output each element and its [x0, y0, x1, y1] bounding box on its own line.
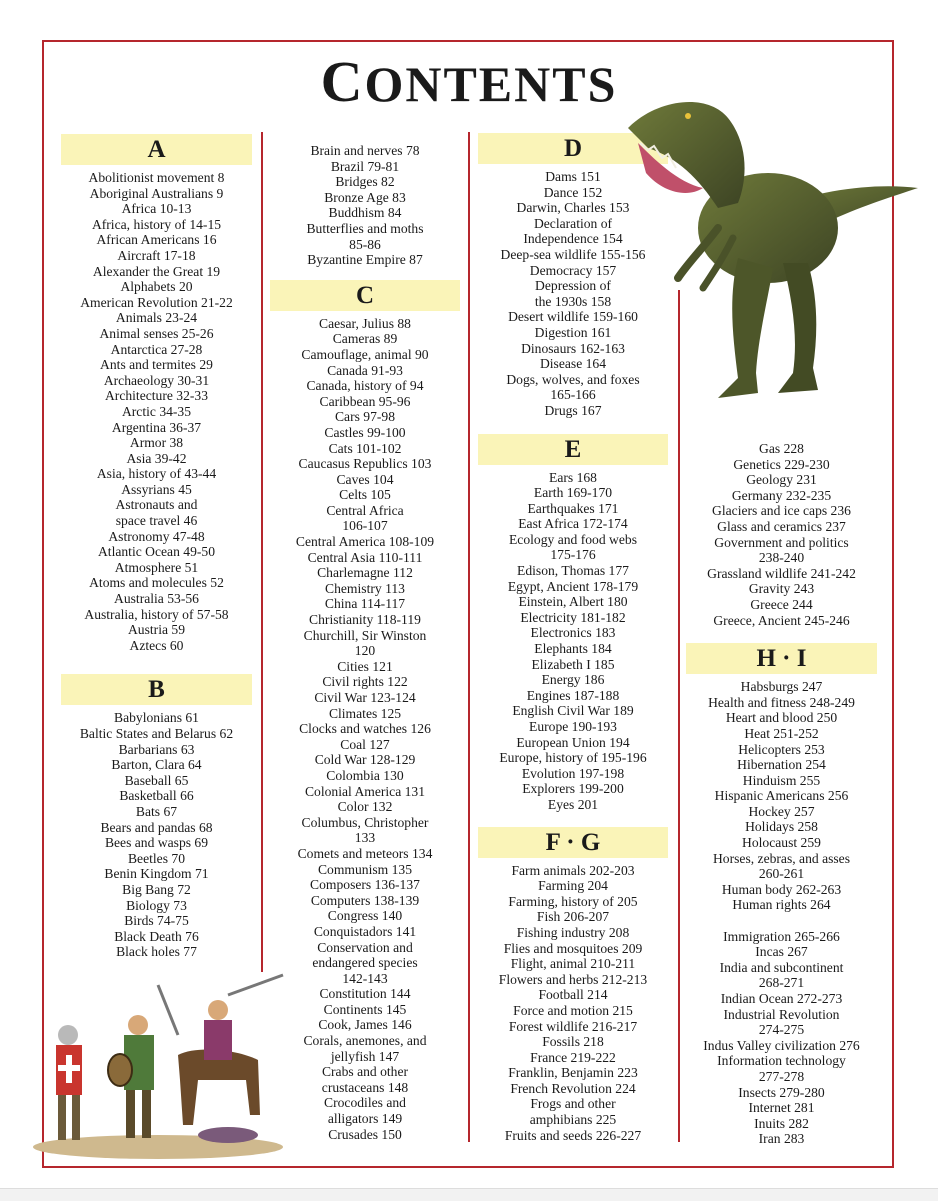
index-entry: Camouflage, animal 90	[301, 346, 429, 362]
index-entry: Bridges 82	[335, 174, 395, 190]
index-entry: jellyfish 147	[330, 1048, 400, 1064]
index-entry: Brain and nerves 78	[310, 143, 420, 158]
index-entry: 106-107	[342, 518, 388, 534]
index-entry: Conquistadors 141	[313, 923, 417, 939]
index-entry: Indus Valley civilization 276	[703, 1037, 860, 1053]
index-entry: Glass and ceramics 237	[717, 518, 846, 534]
index-entry: Hispanic Americans 256	[714, 788, 849, 804]
index-entry: Information technology	[717, 1053, 846, 1069]
index-entry: 165-166	[550, 387, 596, 403]
section-entries-a	[61, 170, 252, 653]
index-entry: Austria 59	[127, 622, 185, 638]
index-entry: Colombia 130	[326, 767, 404, 783]
index-entry: Aztecs 60	[129, 637, 184, 653]
index-entry: 260-261	[758, 866, 805, 882]
index-entry: Elizabeth I 185	[531, 656, 615, 672]
index-entry: Churchill, Sir Winston	[303, 627, 427, 643]
index-entry: Horses, zebras, and asses	[712, 850, 851, 866]
index-entry: Black Death 76	[114, 928, 199, 944]
index-entry: Gravity 243	[748, 581, 815, 597]
section-entries-fg	[478, 863, 668, 1144]
index-entry: 277-278	[758, 1068, 805, 1084]
index-entry: Ecology and food webs	[509, 531, 637, 547]
index-entry: European Union 194	[516, 734, 630, 750]
index-entry: Birds 74-75	[124, 913, 189, 929]
index-entry: Fish 206-207	[536, 909, 610, 925]
section-entries-b-continued	[270, 143, 460, 268]
index-entry: Edison, Thomas 177	[517, 563, 629, 579]
index-entry: Arctic 34-35	[121, 403, 192, 419]
index-entry: Byzantine Empire 87	[307, 252, 423, 268]
index-entry: Computers 138-139	[310, 892, 420, 908]
index-entry: Desert wildlife 159-160	[508, 309, 638, 325]
index-entry: 238-240	[758, 550, 805, 566]
index-entry: Canada 91-93	[327, 362, 403, 378]
index-entry: Immigration 265-266	[723, 928, 840, 944]
index-entry: Columbus, Christopher	[301, 814, 429, 830]
index-entry: Gas 228	[759, 441, 804, 456]
page-title: CONTENTS	[320, 49, 618, 114]
index-entry: Alexander the Great 19	[92, 263, 221, 279]
index-entry: Civil War 123-124	[314, 690, 416, 705]
index-entry: Cities 121	[337, 658, 393, 674]
index-entry: Astronauts and	[115, 497, 198, 513]
section-entries-g-continued	[686, 441, 877, 628]
index-entry: Eyes 201	[547, 796, 599, 812]
index-entry: Greece 244	[750, 596, 813, 612]
index-entry: Atlantic Ocean 49-50	[97, 544, 215, 560]
index-entry: Cars 97-98	[334, 409, 396, 425]
index-entry: Aboriginal Australians 9	[89, 185, 224, 201]
index-entry: Fruits and seeds 226-227	[504, 1127, 642, 1143]
index-entry: Geology 231	[746, 472, 817, 488]
index-entry: Bears and pandas 68	[100, 819, 213, 835]
index-entry: Antarctica 27-28	[110, 341, 203, 357]
index-entry: Fossils 218	[542, 1034, 604, 1050]
section-entries-b	[61, 710, 252, 960]
index-entry: Insects 279-280	[738, 1084, 825, 1100]
index-entry: Caribbean 95-96	[319, 393, 411, 409]
index-entry: Crabs and other	[321, 1064, 409, 1080]
index-entry: Digestion 161	[534, 324, 612, 340]
index-entry: Indian Ocean 272-273	[720, 991, 843, 1006]
index-entry: Castles 99-100	[324, 424, 406, 440]
index-entry: Iran 283	[758, 1131, 805, 1147]
index-entry: Chemistry 113	[325, 580, 405, 596]
index-entry: African Americans 16	[96, 232, 217, 248]
section-entries-hi	[686, 679, 877, 1147]
index-entry: Central America 108-109	[295, 534, 435, 550]
section-header-d: D	[478, 133, 668, 164]
index-entry: Farming 204	[538, 878, 608, 894]
index-entry: Composers 136-137	[310, 877, 420, 893]
section-header-e: E	[478, 434, 668, 465]
index-entry: Hockey 257	[748, 803, 815, 819]
index-entry: Asia, history of 43-44	[96, 466, 217, 482]
index-entry: Explorers 199-200	[522, 781, 624, 797]
section-entries-c	[270, 316, 460, 1142]
index-entry: Dogs, wolves, and foxes	[506, 371, 640, 387]
index-entry: Human body 262-263	[721, 881, 842, 897]
index-entry: Biology 73	[126, 897, 187, 913]
index-entry: Colonial America 131	[304, 783, 426, 799]
index-entry: Astronomy 47-48	[108, 528, 205, 544]
index-entry: Forest wildlife 216-217	[508, 1018, 638, 1034]
index-entry: alligators 149	[327, 1111, 403, 1127]
index-entry: Holocaust 259	[742, 835, 821, 851]
index-entry: Central Asia 110-111	[307, 549, 423, 565]
index-entry: Germany 232-235	[731, 487, 832, 503]
index-entry: Elephants 184	[534, 641, 612, 657]
index-entry: Asia 39-42	[126, 450, 187, 466]
index-entry: Electricity 181-182	[520, 609, 626, 625]
index-entry: Cameras 89	[332, 331, 398, 347]
index-entry: Egypt, Ancient 178-179	[507, 578, 639, 594]
crusaders-illustration	[28, 965, 288, 1160]
column-4	[686, 441, 877, 1147]
index-entry: Animals 23-24	[115, 310, 198, 326]
index-entry: Constitution 144	[319, 986, 411, 1002]
index-entry: Greece, Ancient 245-246	[713, 612, 850, 628]
index-entry: Grassland wildlife 241-242	[707, 565, 856, 581]
section-header-b: B	[61, 674, 252, 705]
index-entry: Human rights 264	[732, 897, 831, 913]
index-entry: 120	[354, 643, 376, 659]
index-entry: Babylonians 61	[114, 710, 199, 726]
index-entry: Declaration of	[533, 215, 613, 231]
index-entry: Habsburgs 247	[740, 679, 823, 695]
index-entry: Ants and termites 29	[100, 357, 213, 373]
index-entry: Holidays 258	[745, 819, 818, 835]
index-entry: 133	[354, 830, 376, 846]
index-entry: China 114-117	[324, 596, 406, 612]
index-entry: Coal 127	[340, 736, 390, 752]
index-entry: endangered species	[312, 955, 418, 971]
index-entry: Africa 10-13	[121, 201, 192, 217]
index-entry: Franklin, Benjamin 223	[508, 1065, 638, 1081]
section-header-hi: H · I	[686, 643, 877, 674]
index-entry: Congress 140	[327, 908, 403, 924]
index-entry: Genetics 229-230	[733, 456, 830, 472]
index-entry: Drugs 167	[544, 402, 602, 418]
index-entry: Earth 169-170	[533, 485, 613, 501]
index-entry: Frogs and other	[530, 1096, 616, 1112]
index-entry: Aircraft 17-18	[117, 247, 196, 263]
index-entry: 274-275	[758, 1022, 805, 1038]
section-entries-e	[478, 470, 668, 813]
column-2	[270, 143, 460, 1142]
index-entry: Hibernation 254	[737, 757, 826, 773]
column-divider-1	[261, 132, 263, 972]
index-entry: Electronics 183	[530, 625, 616, 641]
index-entry: Comets and meteors 134	[297, 845, 433, 861]
index-entry: Brazil 79-81	[330, 158, 400, 174]
index-entry: Archaeology 30-31	[103, 372, 210, 388]
index-entry: Benin Kingdom 71	[104, 866, 209, 882]
index-entry: Clocks and watches 126	[299, 721, 431, 737]
index-entry: Einstein, Albert 180	[518, 594, 628, 610]
index-entry: Evolution 197-198	[521, 765, 625, 781]
index-entry: Heart and blood 250	[725, 710, 838, 726]
index-entry: Ears 168	[549, 469, 597, 485]
index-entry: Inuits 282	[754, 1115, 809, 1131]
index-entry: Barbarians 63	[118, 741, 195, 757]
index-entry: Argentina 36-37	[111, 419, 202, 435]
index-entry: Corals, anemones, and	[303, 1033, 427, 1049]
index-entry: 85-86	[349, 236, 381, 252]
index-entry: Beetles 70	[127, 850, 185, 866]
index-entry: Conservation and	[317, 939, 413, 955]
index-entry: 142-143	[342, 970, 388, 986]
index-entry: Color 132	[337, 799, 393, 815]
index-entry: 268-271	[758, 975, 805, 991]
section-header-a: A	[61, 134, 252, 165]
index-entry: amphibians 225	[529, 1112, 617, 1128]
index-entry: Australia, history of 57-58	[84, 606, 229, 622]
index-entry: France 219-222	[530, 1049, 616, 1065]
index-entry: Energy 186	[541, 672, 605, 688]
index-entry: Communism 135	[317, 861, 413, 877]
index-entry: Helicopters 253	[738, 741, 825, 757]
tyrannosaurus-illustration	[618, 88, 923, 418]
index-entry: Heat 251-252	[744, 725, 819, 741]
index-entry: American Revolution 21-22	[80, 294, 233, 310]
index-entry: Crocodiles and	[324, 1095, 406, 1111]
index-entry: Charlemagne 112	[317, 565, 413, 581]
index-entry: Europe 190-193	[529, 719, 617, 734]
index-entry: 175-176	[550, 547, 596, 563]
index-entry: Butterflies and moths	[306, 220, 424, 236]
column-1	[61, 134, 252, 960]
index-entry: Bronze Age 83	[324, 189, 406, 205]
index-entry: Earthquakes 171	[527, 500, 619, 516]
index-entry: Climates 125	[328, 705, 402, 721]
page-bottom-strip	[0, 1188, 938, 1201]
section-header-c: C	[270, 280, 460, 311]
index-entry: Farm animals 202-203	[511, 862, 635, 878]
index-entry: Big Bang 72	[122, 881, 191, 897]
index-entry: India and subcontinent	[719, 959, 844, 975]
index-entry: Disease 164	[539, 356, 607, 372]
index-entry: Africa, history of 14-15	[91, 216, 222, 232]
index-entry: Central Africa	[326, 502, 404, 518]
index-entry: East Africa 172-174	[518, 516, 628, 532]
index-entry: Architecture 32-33	[104, 388, 209, 404]
index-entry	[686, 913, 877, 929]
index-entry: Animal senses 25-26	[99, 325, 214, 341]
index-entry: Football 214	[538, 987, 608, 1003]
index-entry: Baseball 65	[124, 772, 189, 788]
index-entry: Europe, history of 195-196	[499, 750, 647, 766]
index-entry: Abolitionist movement 8	[88, 170, 225, 185]
index-entry: Alphabets 20	[120, 279, 193, 295]
index-entry: Depression of	[535, 278, 611, 294]
index-entry: Cook, James 146	[318, 1017, 412, 1033]
index-entry: Flight, animal 210-211	[510, 956, 636, 972]
index-entry: Caesar, Julius 88	[319, 315, 411, 331]
index-entry: Australia 53-56	[114, 591, 199, 607]
index-entry: the 1930s 158	[534, 293, 612, 309]
section-header-fg: F · G	[478, 827, 668, 858]
index-entry: Buddhism 84	[328, 205, 402, 221]
index-entry: Barton, Clara 64	[111, 757, 202, 773]
index-entry: Fishing industry 208	[516, 924, 630, 940]
index-entry: Independence 154	[523, 231, 623, 247]
index-entry: Health and fitness 248-249	[708, 694, 855, 710]
index-entry: crustaceans 148	[321, 1079, 409, 1095]
index-entry: Flowers and herbs 212-213	[498, 971, 648, 987]
index-entry: Deep-sea wildlife 155-156	[500, 246, 646, 262]
index-entry: Bees and wasps 69	[104, 835, 209, 851]
column-divider-2	[468, 132, 470, 1142]
index-entry: Canada, history of 94	[306, 378, 424, 394]
index-entry: French Revolution 224	[510, 1080, 636, 1096]
index-entry: Incas 267	[755, 944, 808, 960]
index-entry: Black holes 77	[116, 944, 197, 960]
index-entry: Civil rights 122	[322, 674, 408, 690]
index-entry: Christianity 118-119	[309, 612, 421, 628]
index-entry: English Civil War 189	[512, 703, 634, 719]
index-entry: Farming, history of 205	[508, 893, 638, 909]
index-entry: Caves 104	[336, 471, 394, 487]
index-entry: Basketball 66	[119, 788, 194, 804]
index-entry: space travel 46	[115, 513, 198, 529]
index-entry: Flies and mosquitoes 209	[503, 940, 643, 956]
index-entry: Bats 67	[135, 803, 178, 819]
index-entry: Force and motion 215	[513, 1002, 633, 1018]
index-entry: Government and politics	[714, 534, 849, 550]
index-entry: Dams 151	[545, 169, 601, 184]
index-entry: Celts 105	[339, 487, 391, 503]
index-entry: Assyrians 45	[121, 481, 192, 497]
index-entry: Baltic States and Belarus 62	[79, 726, 234, 741]
index-entry: Caucasus Republics 103	[298, 456, 432, 472]
index-entry: Dinosaurs 162-163	[521, 340, 625, 356]
index-entry: Darwin, Charles 153	[516, 200, 630, 216]
index-entry: Glaciers and ice caps 236	[712, 503, 851, 519]
index-entry: Industrial Revolution	[723, 1006, 840, 1022]
index-entry: Atoms and molecules 52	[89, 575, 224, 591]
index-entry: Engines 187-188	[526, 687, 620, 703]
index-entry: Democracy 157	[529, 262, 617, 278]
index-entry: Cold War 128-129	[314, 752, 416, 768]
index-entry: Hinduism 255	[742, 772, 821, 788]
index-entry: Cats 101-102	[328, 440, 402, 456]
index-entry: Armor 38	[129, 435, 184, 451]
index-entry: Dance 152	[543, 184, 603, 200]
index-entry: Crusades 150	[328, 1126, 402, 1142]
index-entry: Continents 145	[323, 1001, 407, 1017]
index-entry: Internet 281	[748, 1100, 815, 1116]
index-entry: Atmosphere 51	[114, 559, 199, 575]
